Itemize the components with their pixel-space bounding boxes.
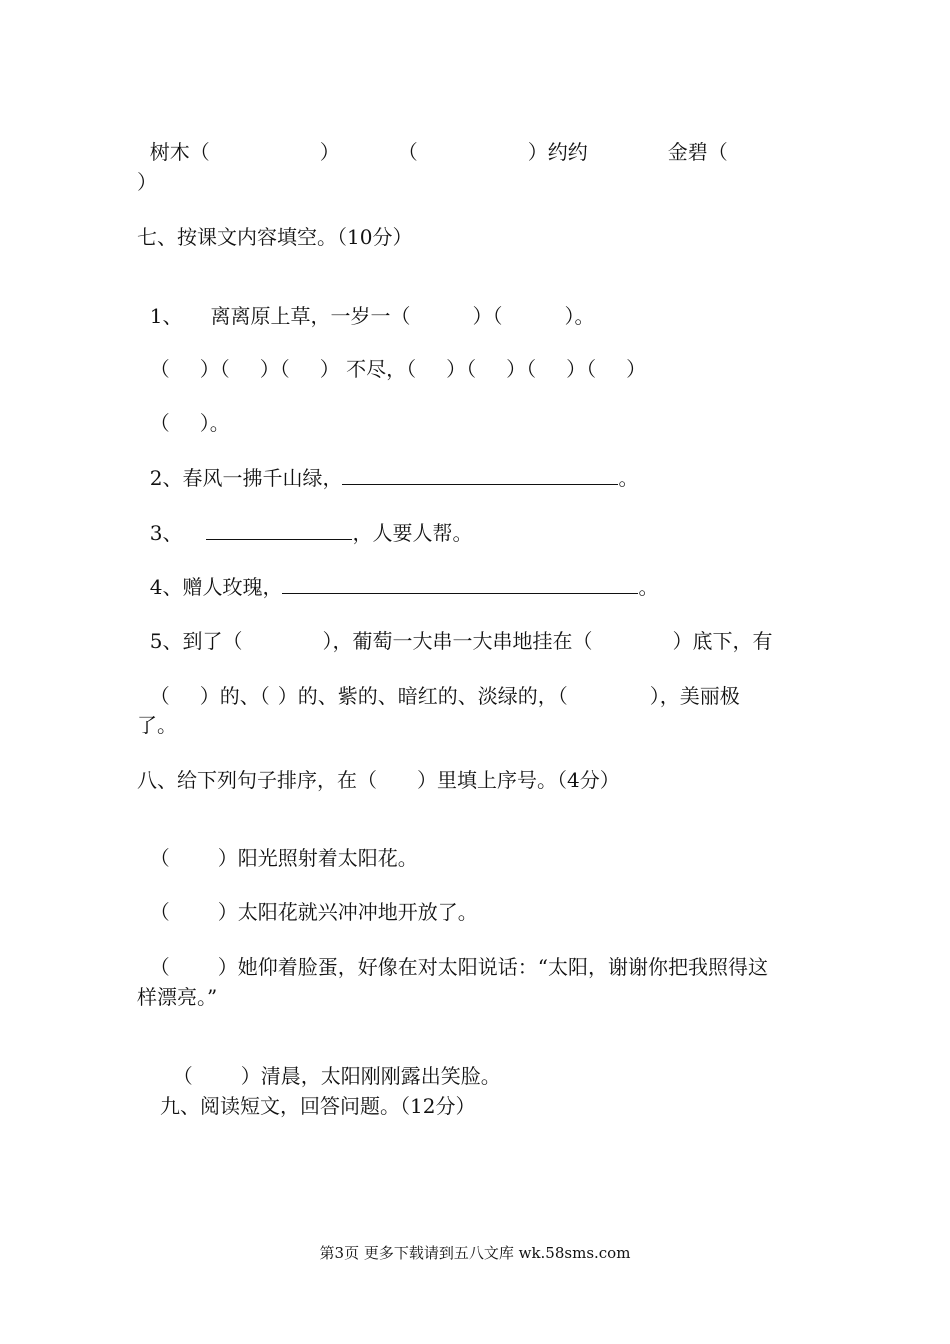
- line-1: [137, 116, 728, 164]
- question-9-title: 九、阅读短文，回答问题。（12分）: [160, 1094, 476, 1118]
- text: ）。: [199, 411, 230, 435]
- text: ）: [137, 170, 157, 194]
- text: 3、: [149, 521, 183, 545]
- text: （: [397, 140, 418, 164]
- text: ）（: [506, 357, 537, 381]
- text: ）（: [472, 304, 503, 328]
- text: ）阳光照射着太阳花。: [217, 846, 418, 870]
- text: 1、: [149, 304, 183, 328]
- text: ）（: [259, 357, 290, 381]
- text: 2、春风一拂千山绿，: [149, 466, 343, 490]
- text: ）（: [446, 357, 477, 381]
- line-2: [137, 170, 157, 194]
- q8-item-2: [137, 876, 478, 924]
- question-8-title: 八、给下列句子排序，在（ ）里填上序号。（4分）: [137, 768, 620, 792]
- q8-item-4: [160, 1040, 501, 1088]
- text: 金碧（: [667, 140, 728, 164]
- q7-item-5: [137, 605, 772, 653]
- text: （: [149, 684, 170, 708]
- text: （: [172, 1064, 193, 1088]
- q8-item-1: [137, 822, 418, 870]
- q7-item-5-line-2: [137, 660, 740, 708]
- text: ），美丽极: [649, 684, 740, 708]
- text: ）（: [199, 357, 230, 381]
- q8-item-3-line-2: 样漂亮。”: [137, 985, 218, 1009]
- text: ）的、（: [199, 684, 270, 708]
- text: ）清晨，太阳刚刚露出笑脸。: [240, 1064, 501, 1088]
- text: （: [149, 955, 170, 979]
- page-footer: 第3页 更多下载请到五八文库 wk.58sms.com: [319, 1244, 631, 1262]
- text: ）: [626, 357, 647, 381]
- text: ）的、紫的、暗红的、淡绿的，（: [277, 684, 568, 708]
- text: 。: [618, 466, 639, 490]
- text: ）她仰着脸蛋，好像在对太阳说话：“太阳，谢谢你把我照得这: [217, 955, 768, 979]
- text: 离离原上草，一岁一（: [210, 304, 411, 328]
- question-7-title: 七、按课文内容填空。（10分）: [137, 225, 413, 249]
- text: ）。: [564, 304, 595, 328]
- q7-item-1-line-3: [137, 387, 230, 435]
- text: ），葡萄一大串一大串地挂在（: [322, 629, 593, 653]
- text: （: [149, 846, 170, 870]
- text: 。: [638, 575, 659, 599]
- text: 4、赠人玫瑰，: [149, 575, 283, 599]
- text: ）: [319, 140, 340, 164]
- text: （: [149, 357, 170, 381]
- text: ） 不尽，（: [319, 357, 417, 381]
- text: （: [149, 900, 170, 924]
- text: 树木（: [149, 140, 210, 164]
- q7-item-3: [137, 497, 472, 545]
- q7-item-2: [137, 442, 638, 490]
- text: ）约约: [527, 140, 588, 164]
- q7-item-4: [137, 551, 658, 599]
- text: ）（: [566, 357, 597, 381]
- q7-item-1-line-2: [137, 333, 646, 381]
- q7-item-5-line-3: 了。: [137, 713, 177, 737]
- text: ）底下，有: [672, 629, 773, 653]
- q7-item-1: [137, 280, 594, 328]
- text: （: [149, 411, 170, 435]
- q8-item-3: [137, 931, 768, 979]
- text: ）太阳花就兴冲冲地开放了。: [217, 900, 478, 924]
- text: ，人要人帮。: [352, 521, 473, 545]
- text: 5、到了（: [149, 629, 243, 653]
